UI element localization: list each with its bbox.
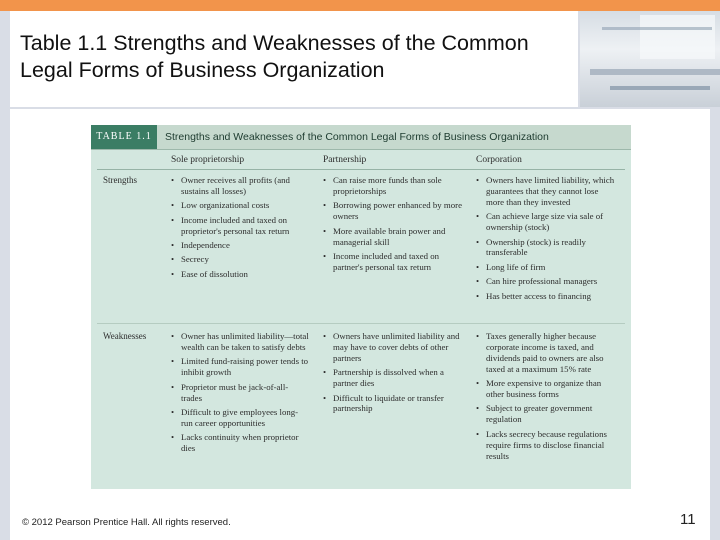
office-photo [580,11,720,107]
bullet-item: • Difficult to liquidate or transfer partnership [323,393,463,415]
bullet-item: • Long life of firm [476,262,616,273]
bullet-item: • Borrowing power enhanced by more owners [323,200,463,222]
bullet-item: • Income included and taxed on partner's personal tax return [323,251,463,273]
bullet-item: • Difficult to give employees long-run career opportunities [171,407,309,429]
page-number: 11 [680,511,696,528]
left-border [0,109,10,540]
copyright-footer: © 2012 Pearson Prentice Hall. All rights reserved. [22,517,231,528]
bullet-item: • Limited fund-raising power tends to inhibit growth [171,356,309,378]
bullet-item: • Has better access to financing [476,291,616,302]
cell-weaknesses-sole [171,331,309,458]
column-header-sole: Sole proprietorship [171,155,245,165]
bullet-item: • Lacks continuity when proprietor dies [171,432,309,454]
row-label-strengths: Strengths [103,175,138,185]
bullet-item: • Independence [171,240,309,251]
slide-title: Table 1.1 Strengths and Weaknesses of the Common Legal Forms of Business Organization [20,31,529,82]
bullet-item: • Subject to greater government regulation [476,403,616,425]
bullet-item: • Owners have limited liability, which guarantees that they cannot lose more than they invested [476,175,616,208]
top-accent-bar [0,0,720,11]
bullet-item: • More available brain power and managerial skill [323,226,463,248]
column-header-partnership: Partnership [323,155,367,165]
header-divider [97,169,625,170]
table-header [91,125,631,150]
bullet-item: • Lacks secrecy because regulations require firms to disclose financial results [476,429,616,462]
bullet-item: • Can achieve large size via sale of ownership (stock) [476,211,616,233]
table-label: TABLE 1.1 [91,125,157,149]
cell-weaknesses-partnership [323,331,463,418]
bullet-item: • Ownership (stock) is readily transferable [476,237,616,259]
bullet-item: • Owners have unlimited liability and may have to cover debts of other partners [323,331,463,364]
bullet-item: • Low organizational costs [171,200,309,211]
row-label-weaknesses: Weaknesses [103,331,147,341]
bullet-item: • More expensive to organize than other business forms [476,378,616,400]
bullet-item: • Owner receives all profits (and sustains all losses) [171,175,309,197]
bullet-item: • Owner has unlimited liability—total wealth can be taken to satisfy debts [171,331,309,353]
bullet-item: • Secrecy [171,254,309,265]
bullet-item: • Partnership is dissolved when a partner dies [323,367,463,389]
bullet-item: • Taxes generally higher because corporate income is taxed, and dividends paid to owners are also taxed at a maximum 15% rate [476,331,616,375]
bullet-item: • Ease of dissolution [171,269,309,280]
table-image [91,125,631,489]
column-header-corporation: Corporation [476,155,522,165]
bullet-item: • Income included and taxed on proprietor's personal tax return [171,215,309,237]
row-divider [97,323,625,324]
table-title: Strengths and Weaknesses of the Common Legal Forms of Business Organization [165,131,549,143]
bullet-item: • Proprietor must be jack-of-all-trades [171,382,309,404]
cell-strengths-corporation [476,175,616,305]
bullet-item: • Can hire professional managers [476,276,616,287]
cell-strengths-sole [171,175,309,283]
cell-strengths-partnership [323,175,463,276]
cell-weaknesses-corporation [476,331,616,465]
bullet-item: • Can raise more funds than sole proprietorships [323,175,463,197]
right-border [710,109,720,540]
